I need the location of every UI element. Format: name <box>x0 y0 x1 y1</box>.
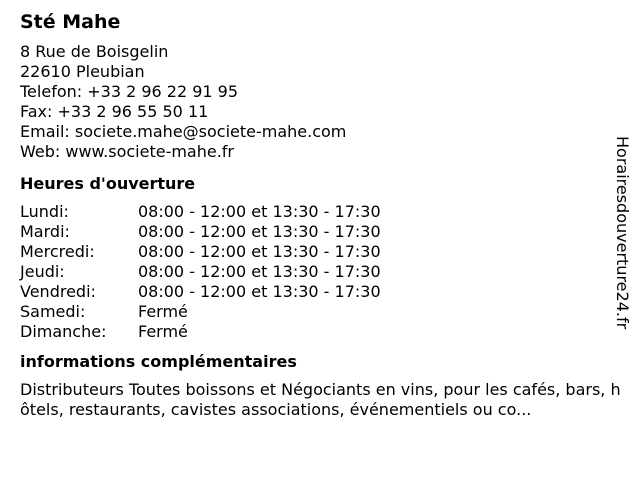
email-address: Email: societe.mahe@societe-mahe.com <box>20 122 347 141</box>
hours-row-sunday <box>20 322 620 342</box>
time-value: Fermé <box>138 322 188 341</box>
time-value: 08:00 - 12:00 et 13:30 - 17:30 <box>138 222 381 241</box>
fax-number: Fax: +33 2 96 55 50 11 <box>20 102 209 121</box>
city-postal: 22610 Pleubian <box>20 62 145 81</box>
hours-row-saturday <box>20 302 620 322</box>
hours-row-friday <box>20 282 620 302</box>
business-card <box>20 10 620 420</box>
day-label: Vendredi: <box>20 282 96 301</box>
day-label: Jeudi: <box>20 262 65 281</box>
day-label: Dimanche: <box>20 322 107 341</box>
day-label: Mardi: <box>20 222 70 241</box>
opening-hours-table <box>20 202 620 342</box>
day-label: Samedi: <box>20 302 86 321</box>
time-value: 08:00 - 12:00 et 13:30 - 17:30 <box>138 282 381 301</box>
hours-row-tuesday <box>20 222 620 242</box>
hours-row-wednesday <box>20 242 620 262</box>
company-name: Sté Mahe <box>20 11 121 33</box>
day-label: Lundi: <box>20 202 69 221</box>
time-value: 08:00 - 12:00 et 13:30 - 17:30 <box>138 202 381 221</box>
additional-info-description: Distributeurs Toutes boissons et Négociants en vins, pour les cafés, bars, hôtels, restaurants, cavistes associations, événementiels ou co... <box>20 380 621 419</box>
time-value: Fermé <box>138 302 188 321</box>
additional-info-title: informations complémentaires <box>20 352 297 371</box>
website: Web: www.societe-mahe.fr <box>20 142 235 161</box>
opening-hours-title: Heures d'ouverture <box>20 174 196 193</box>
watermark-text: Horairesdouverture24.fr <box>613 136 632 330</box>
street-address: 8 Rue de Boisgelin <box>20 42 169 61</box>
hours-row-monday <box>20 202 620 222</box>
hours-row-thursday <box>20 262 620 282</box>
address-block <box>20 42 620 162</box>
time-value: 08:00 - 12:00 et 13:30 - 17:30 <box>138 242 381 261</box>
phone-number: Telefon: +33 2 96 22 91 95 <box>20 82 239 101</box>
day-label: Mercredi: <box>20 242 95 261</box>
time-value: 08:00 - 12:00 et 13:30 - 17:30 <box>138 262 381 281</box>
